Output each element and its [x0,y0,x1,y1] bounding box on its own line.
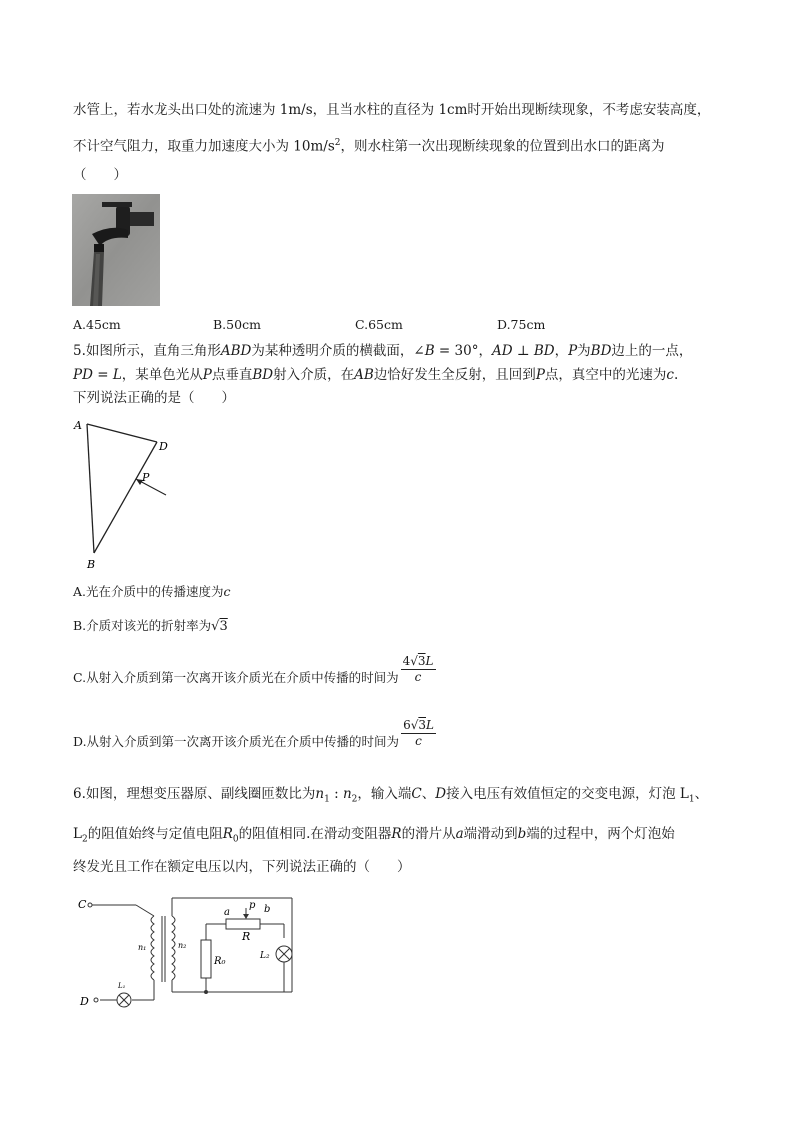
label-n2: n₂ [178,941,187,950]
label-a-end: a [224,907,230,918]
q4-option-b: B.50cm [213,317,261,332]
transformer-circuit-figure [74,888,314,1016]
triangle-figure [70,415,190,575]
label-r0: R₀ [214,956,226,967]
q4-line-2-post: ，则水柱第一次出现断续现象的位置到出水口的距离为 [340,138,665,155]
q6-line-3: 终发光且工作在额定电压以内，下列说法正确的（ ） [73,859,411,875]
q4-unit-exponent: 2 [334,138,341,148]
q5-line-2: PD = L，某单色光从P点垂直BD射入介质，在AB边恰好发生全反射，且回到P点，真空中的光速为c. [73,367,679,383]
q4-option-d: D.75cm [497,317,546,332]
q4-line-2 [73,133,664,157]
label-b: B [87,558,96,571]
q4-option-c: C.65cm [355,317,403,332]
q5-line-1: 5.如图所示，直角三角形ABD为某种透明介质的横截面，∠B = 30°，AD ⊥ BD，P为BD边上的一点， [73,343,693,359]
q4-line-2-pre: 不计空气阻力，取重力加速度大小为 10m/s [73,138,335,155]
q6-line-1: 6.如图，理想变压器原、副线圈匝数比为$n_1$ : $n_2$，输入端C、D接入电压有效值恒定的交变电源，灯泡 $L_1$、 [73,786,709,805]
label-a: A [74,419,82,432]
label-l1: L₁ [118,982,126,990]
faucet-photo [72,194,160,306]
q4-line-1: 水管上，若水龙头出口处的流速为 1m/s，且当水柱的直径为 1cm时开始出现断续现象，不考虑安装高度， [73,102,711,118]
q5-option-d: D.从射入介质到第一次离开该介质光在介质中传播的时间为 $\frac{6√3L}{c}$ [73,717,434,749]
label-p: P [142,471,150,484]
q5-option-b: B.介质对该光的折射率为√3 [73,618,228,634]
label-b-end: b [264,904,271,915]
q6-line-2: $L_2$的阻值始终与定值电阻$R_0$的阻值相同.在滑动变阻器R的滑片从a端滑动到b端的过程中，两个灯泡始 [73,826,675,845]
label-n1: n₁ [138,943,147,952]
q5-option-c: C.从射入介质到第一次离开该介质光在介质中传播的时间为 $\frac{4√3L}{c}$ [73,653,434,685]
label-p-slider: p [249,900,256,911]
label-l2: L₂ [260,951,270,961]
label-d: D [159,440,168,453]
q4-option-a: A.45cm [73,317,121,332]
q5-line-3: 下列说法正确的是（ ） [73,390,235,406]
label-d2: D [80,995,89,1008]
q5-option-a: A.光在介质中的传播速度为c [73,584,231,599]
label-c: C [78,898,87,911]
q4-answer-paren: （ ） [73,167,127,183]
label-r: R [242,930,251,943]
